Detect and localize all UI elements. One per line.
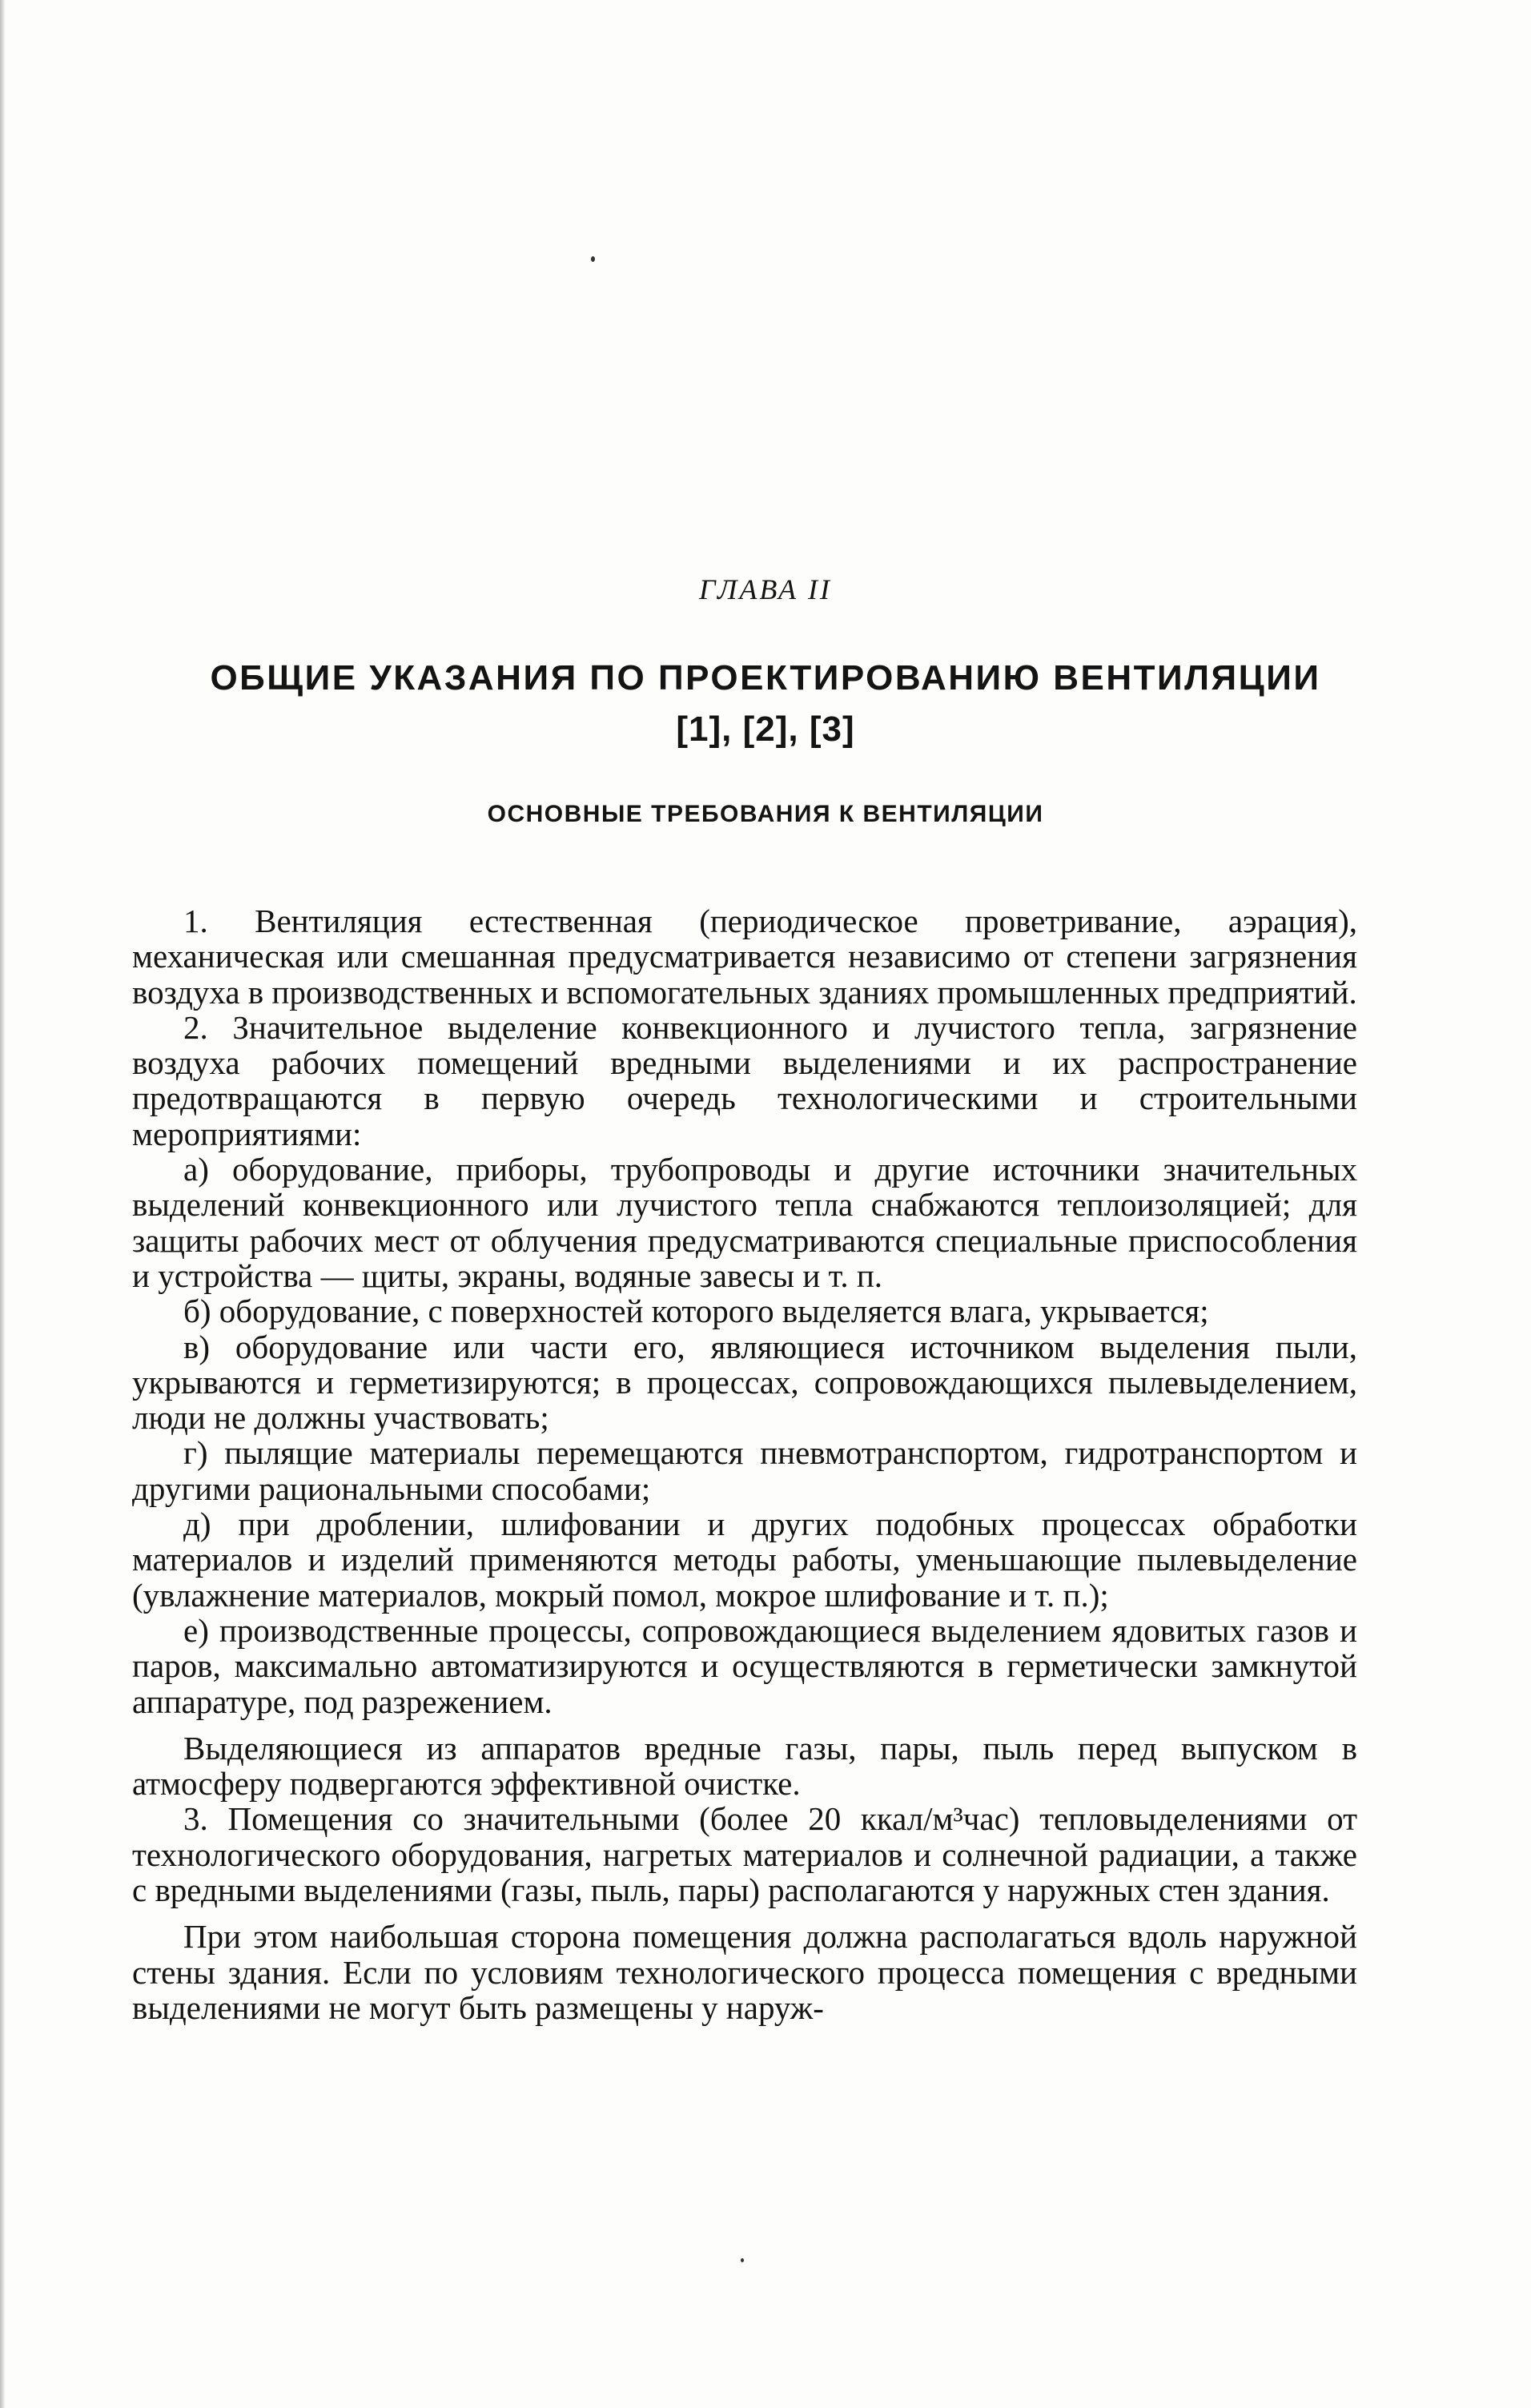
paragraph-2g: г) пылящие материалы перемещаются пневмотранспортом, гидротранспортом и другими рациональными способами; (132, 1434, 1357, 1507)
section-heading: ОСНОВНЫЕ ТРЕБОВАНИЯ К ВЕНТИЛЯЦИИ (487, 801, 1044, 827)
chapter-label: ГЛАВА II (699, 573, 832, 605)
body-text (132, 903, 1357, 2025)
paragraph-2a: а) оборудование, приборы, трубопроводы и другие источники значительных выделений конвекционного или лучистого тепла снабжаются теплоизоляцией; для защиты рабочих мест от облучения предусматриваются специальные приспособления и устройства — щиты, экраны, водяные завесы и т. п. (132, 1151, 1357, 1294)
paragraph-1: 1. Вентиляция естественная (периодическое проветривание, аэрация), механическая или смешанная предусматривается независимо от степени загрязнения воздуха в производственных и вспомогательных зданиях промышленных предприятий. (132, 902, 1357, 1011)
paragraph-2: 2. Значительное выделение конвекционного и лучистого тепла, загрязнение воздуха рабочих помещений вредными выделениями и их распространение предотвращаются в первую очередь технологическими и строительными мероприятиями: (132, 1008, 1357, 1152)
paragraph-2d: д) при дроблении, шлифовании и других подобных процессах обработки материалов и изделий применяются методы работы, уменьшающие пылевыделение (увлажнение материалов, мокрый помол, мокрое шлифование и т. п.); (132, 1506, 1357, 1614)
paragraph-3: 3. Помещения со значительными (более 20 ккал/м³час) тепловыделениями от технологического оборудования, нагретых материалов и солнечной радиации, а также с вредными выделениями (газы, пыль, пары) располагаются у наружных стен здания. (132, 1800, 1357, 1909)
chapter-title-text: ОБЩИЕ УКАЗАНИЯ ПО ПРОЕКТИРОВАНИЮ ВЕНТИЛЯЦИИ (210, 658, 1321, 697)
speck (741, 2258, 744, 2262)
speck (591, 256, 595, 262)
page-edge-shadow (0, 0, 5, 2408)
chapter-title (0, 653, 1531, 755)
paragraph-2v: в) оборудование или части его, являющиеся источником выделения пыли, укрываются и герметизируются; в процессах, сопровождающихся пылевыделением, люди не должны участвовать; (132, 1328, 1357, 1437)
paragraph-2b: б) оборудование, с поверхностей которого выделяется влага, укрывается; (183, 1292, 1209, 1330)
paragraph-exhaust-cleaning: Выделяющиеся из аппаратов вредные газы, пары, пыль перед выпуском в атмосферу подвергаются эффективной очистке. (132, 1729, 1357, 1803)
paragraph-2e: е) производственные процессы, сопровождающиеся выделением ядовитых газов и паров, максимально автоматизируются и осуществляются в герметически замкнутой аппаратуре, под разрежением. (132, 1611, 1357, 1720)
paragraph-3-continued: При этом наибольшая сторона помещения должна располагаться вдоль наружной стены здания. Если по условиям технологического процесса помещения с вредными выделениями не могут быть размещены у наруж- (132, 1918, 1357, 2026)
chapter-title-references: [1], [2], [3] (676, 710, 855, 749)
